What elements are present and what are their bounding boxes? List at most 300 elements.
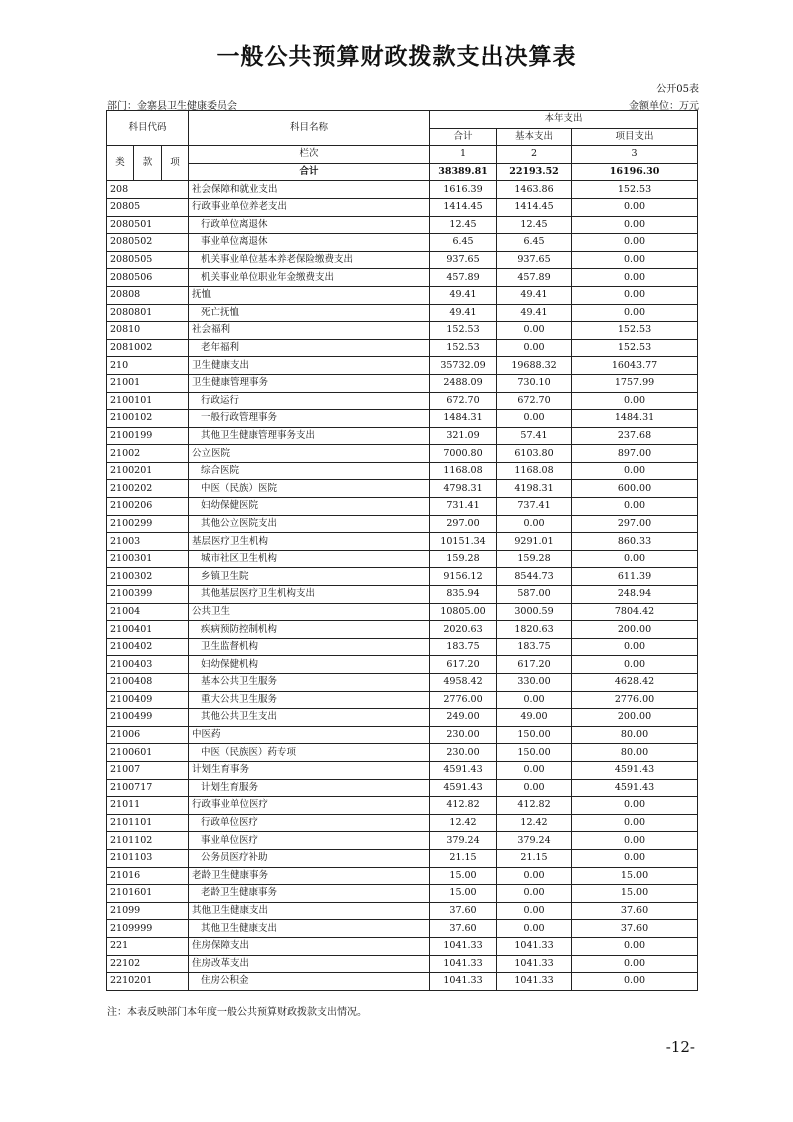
row-code: 21004 [107,603,189,621]
header-column-no: 栏次 [189,146,430,164]
row-basic: 6.45 [497,234,572,252]
row-name: 事业单位医疗 [189,832,430,850]
row-name: 一般行政管理事务 [189,410,430,428]
row-code: 2100408 [107,674,189,692]
row-name: 疾病预防控制机构 [189,621,430,639]
row-basic: 0.00 [497,885,572,903]
row-total: 49.41 [430,304,497,322]
row-name: 行政单位离退休 [189,216,430,234]
row-name: 行政单位医疗 [189,814,430,832]
row-basic: 617.20 [497,656,572,674]
row-basic: 1168.08 [497,462,572,480]
row-basic: 159.28 [497,550,572,568]
row-code: 221 [107,937,189,955]
row-total: 230.00 [430,744,497,762]
grand-total-basic: 22193.52 [497,163,572,181]
row-project: 0.00 [572,814,698,832]
row-basic: 1820.63 [497,621,572,639]
row-project: 200.00 [572,621,698,639]
row-total: 835.94 [430,586,497,604]
row-project: 80.00 [572,726,698,744]
row-project: 0.00 [572,973,698,991]
table-row [107,586,698,604]
row-basic: 937.65 [497,251,572,269]
row-code: 2100499 [107,709,189,727]
row-name: 重大公共卫生服务 [189,691,430,709]
row-name: 社会保障和就业支出 [189,181,430,199]
row-project: 16043.77 [572,357,698,375]
row-project: 0.00 [572,955,698,973]
row-code: 2100102 [107,410,189,428]
row-code: 22102 [107,955,189,973]
row-code: 2100409 [107,691,189,709]
row-basic: 1414.45 [497,198,572,216]
row-name: 乡镇卫生院 [189,568,430,586]
row-total: 379.24 [430,832,497,850]
header-kuan: 款 [134,146,162,181]
row-name: 卫生监督机构 [189,638,430,656]
row-name: 行政事业单位养老支出 [189,198,430,216]
row-total: 15.00 [430,867,497,885]
row-project: 860.33 [572,533,698,551]
row-name: 计划生育服务 [189,779,430,797]
row-basic: 412.82 [497,797,572,815]
row-total: 7000.80 [430,445,497,463]
table-row [107,286,698,304]
row-code: 2080502 [107,234,189,252]
row-project: 0.00 [572,198,698,216]
row-project: 152.53 [572,181,698,199]
row-total: 1414.45 [430,198,497,216]
header-total: 合计 [430,128,497,146]
row-basic: 457.89 [497,269,572,287]
row-name: 抚恤 [189,286,430,304]
header-code: 科目代码 [107,111,189,146]
page-title: 一般公共预算财政拨款支出决算表 [216,44,577,70]
row-code: 21016 [107,867,189,885]
row-basic: 0.00 [497,515,572,533]
row-code: 2080801 [107,304,189,322]
row-total: 297.00 [430,515,497,533]
row-name: 中医药 [189,726,430,744]
row-name: 综合医院 [189,462,430,480]
row-basic: 6103.80 [497,445,572,463]
header-col3: 3 [572,146,698,164]
row-basic: 0.00 [497,322,572,340]
table-row [107,955,698,973]
row-project: 200.00 [572,709,698,727]
grand-total-project: 16196.30 [572,163,698,181]
row-total: 249.00 [430,709,497,727]
table-row [107,797,698,815]
row-code: 2100199 [107,427,189,445]
table-row [107,480,698,498]
row-code: 2081002 [107,339,189,357]
row-name: 公务员医疗补助 [189,849,430,867]
row-total: 183.75 [430,638,497,656]
table-row [107,251,698,269]
row-total: 1041.33 [430,937,497,955]
row-name: 基层医疗卫生机构 [189,533,430,551]
row-project: 1757.99 [572,374,698,392]
row-project: 0.00 [572,216,698,234]
row-name: 机关事业单位基本养老保险缴费支出 [189,251,430,269]
row-project: 80.00 [572,744,698,762]
row-total: 1041.33 [430,973,497,991]
row-basic: 19688.32 [497,357,572,375]
row-total: 1168.08 [430,462,497,480]
row-project: 0.00 [572,462,698,480]
row-total: 2488.09 [430,374,497,392]
table-row [107,814,698,832]
row-basic: 3000.59 [497,603,572,621]
department-label: 部门：金寨县卫生健康委员会 [107,101,237,112]
row-basic: 0.00 [497,902,572,920]
row-project: 297.00 [572,515,698,533]
row-code: 2100201 [107,462,189,480]
row-basic: 9291.01 [497,533,572,551]
row-total: 49.41 [430,286,497,304]
row-total: 672.70 [430,392,497,410]
row-basic: 330.00 [497,674,572,692]
row-name: 卫生健康管理事务 [189,374,430,392]
row-code: 21099 [107,902,189,920]
row-project: 0.00 [572,849,698,867]
row-name: 其他卫生健康支出 [189,920,430,938]
table-row [107,550,698,568]
row-total: 457.89 [430,269,497,287]
row-total: 21.15 [430,849,497,867]
footnote: 注：本表反映部门本年度一般公共预算财政拨款支出情况。 [107,1007,367,1018]
row-total: 937.65 [430,251,497,269]
row-total: 1484.31 [430,410,497,428]
row-name: 基本公共卫生服务 [189,674,430,692]
table-row [107,867,698,885]
row-basic: 150.00 [497,726,572,744]
header-current-year: 本年支出 [430,111,698,129]
table-row [107,568,698,586]
table-row [107,445,698,463]
table-row [107,533,698,551]
row-project: 152.53 [572,322,698,340]
row-code: 2080505 [107,251,189,269]
header-row-1 [107,111,698,129]
row-name: 住房公积金 [189,973,430,991]
form-number: 公开05表 [656,84,699,95]
table-row [107,410,698,428]
row-code: 2100101 [107,392,189,410]
row-code: 20810 [107,322,189,340]
row-total: 4591.43 [430,761,497,779]
row-basic: 4198.31 [497,480,572,498]
row-code: 21007 [107,761,189,779]
table-row [107,885,698,903]
header-col2: 2 [497,146,572,164]
row-code: 2101101 [107,814,189,832]
row-name: 老龄卫生健康事务 [189,885,430,903]
row-name: 卫生健康支出 [189,357,430,375]
row-total: 10805.00 [430,603,497,621]
row-name: 中医（民族医）药专项 [189,744,430,762]
row-project: 600.00 [572,480,698,498]
row-total: 159.28 [430,550,497,568]
row-name: 公共卫生 [189,603,430,621]
page-number: -12- [665,1038,695,1056]
row-basic: 183.75 [497,638,572,656]
row-code: 2080501 [107,216,189,234]
row-code: 21003 [107,533,189,551]
row-code: 21002 [107,445,189,463]
grand-total-label: 合计 [189,163,430,181]
table-row [107,603,698,621]
row-name: 计划生育事务 [189,761,430,779]
row-total: 37.60 [430,902,497,920]
row-total: 4798.31 [430,480,497,498]
row-project: 0.00 [572,304,698,322]
header-name: 科目名称 [189,111,430,146]
row-project: 0.00 [572,638,698,656]
row-project: 2776.00 [572,691,698,709]
table-row [107,691,698,709]
row-code: 2100403 [107,656,189,674]
table-row [107,392,698,410]
header-row-3 [107,146,698,164]
row-code: 2100402 [107,638,189,656]
row-project: 7804.42 [572,603,698,621]
row-code: 20808 [107,286,189,304]
row-total: 2020.63 [430,621,497,639]
row-total: 12.45 [430,216,497,234]
row-name: 其他公共卫生支出 [189,709,430,727]
row-name: 死亡抚恤 [189,304,430,322]
table-row [107,515,698,533]
row-basic: 672.70 [497,392,572,410]
row-total: 12.42 [430,814,497,832]
row-total: 321.09 [430,427,497,445]
row-basic: 1041.33 [497,955,572,973]
header-basic: 基本支出 [497,128,572,146]
row-project: 0.00 [572,656,698,674]
row-code: 2080506 [107,269,189,287]
row-basic: 21.15 [497,849,572,867]
row-project: 0.00 [572,498,698,516]
row-name: 其他基层医疗卫生机构支出 [189,586,430,604]
table-row [107,937,698,955]
row-project: 0.00 [572,269,698,287]
row-basic: 379.24 [497,832,572,850]
row-code: 2101103 [107,849,189,867]
table-row [107,462,698,480]
row-total: 152.53 [430,339,497,357]
row-project: 4628.42 [572,674,698,692]
row-total: 9156.12 [430,568,497,586]
row-total: 1616.39 [430,181,497,199]
row-name: 行政运行 [189,392,430,410]
table-row [107,832,698,850]
row-project: 37.60 [572,920,698,938]
row-code: 2100401 [107,621,189,639]
row-code: 2100399 [107,586,189,604]
row-basic: 12.42 [497,814,572,832]
row-total: 1041.33 [430,955,497,973]
header-col1: 1 [430,146,497,164]
table-row [107,638,698,656]
row-name: 其他卫生健康管理事务支出 [189,427,430,445]
row-code: 210 [107,357,189,375]
row-total: 731.41 [430,498,497,516]
currency-unit-label: 金额单位：万元 [629,101,699,112]
row-code: 2101102 [107,832,189,850]
row-code: 2101601 [107,885,189,903]
table-row [107,357,698,375]
row-name: 妇幼保健机构 [189,656,430,674]
row-basic: 8544.73 [497,568,572,586]
header-lei: 类 [107,146,134,181]
row-project: 0.00 [572,392,698,410]
table-row [107,374,698,392]
row-basic: 49.41 [497,304,572,322]
row-name: 老年福利 [189,339,430,357]
table-row [107,339,698,357]
row-project: 15.00 [572,867,698,885]
row-project: 0.00 [572,286,698,304]
row-basic: 1463.86 [497,181,572,199]
row-project: 37.60 [572,902,698,920]
row-name: 城市社区卫生机构 [189,550,430,568]
row-code: 2100301 [107,550,189,568]
row-total: 35732.09 [430,357,497,375]
row-basic: 150.00 [497,744,572,762]
row-code: 2100206 [107,498,189,516]
table-row [107,198,698,216]
table-row [107,779,698,797]
row-total: 4958.42 [430,674,497,692]
table-row [107,498,698,516]
row-basic: 49.41 [497,286,572,304]
row-code: 2100202 [107,480,189,498]
table-row [107,973,698,991]
row-name: 中医（民族）医院 [189,480,430,498]
table-row [107,744,698,762]
row-project: 248.94 [572,586,698,604]
row-code: 21001 [107,374,189,392]
row-name: 住房改革支出 [189,955,430,973]
table-row [107,322,698,340]
row-name: 老龄卫生健康事务 [189,867,430,885]
row-total: 2776.00 [430,691,497,709]
table-row [107,674,698,692]
table-row [107,234,698,252]
row-basic: 49.00 [497,709,572,727]
row-name: 公立医院 [189,445,430,463]
row-total: 412.82 [430,797,497,815]
row-code: 20805 [107,198,189,216]
row-name: 事业单位离退休 [189,234,430,252]
table-row [107,269,698,287]
row-total: 152.53 [430,322,497,340]
row-code: 208 [107,181,189,199]
row-project: 897.00 [572,445,698,463]
row-project: 0.00 [572,937,698,955]
table-row [107,427,698,445]
row-basic: 12.45 [497,216,572,234]
table-row [107,761,698,779]
table-row [107,621,698,639]
row-code: 21006 [107,726,189,744]
row-code: 2100299 [107,515,189,533]
row-total: 230.00 [430,726,497,744]
row-basic: 1041.33 [497,973,572,991]
row-code: 2100717 [107,779,189,797]
row-project: 611.39 [572,568,698,586]
grand-total-row [107,163,698,181]
row-code: 21011 [107,797,189,815]
expenditure-table [106,110,698,991]
row-project: 237.68 [572,427,698,445]
table-row [107,656,698,674]
grand-total-total: 38389.81 [430,163,497,181]
row-project: 152.53 [572,339,698,357]
row-project: 0.00 [572,832,698,850]
row-project: 0.00 [572,797,698,815]
row-project: 0.00 [572,251,698,269]
table-row [107,726,698,744]
table-row [107,902,698,920]
row-total: 617.20 [430,656,497,674]
table-row [107,181,698,199]
table-row [107,304,698,322]
row-project: 15.00 [572,885,698,903]
row-code: 2109999 [107,920,189,938]
row-name: 行政事业单位医疗 [189,797,430,815]
row-name: 妇幼保健医院 [189,498,430,516]
row-basic: 1041.33 [497,937,572,955]
table-row [107,849,698,867]
row-project: 4591.43 [572,779,698,797]
row-code: 2210201 [107,973,189,991]
row-basic: 0.00 [497,691,572,709]
row-name: 住房保障支出 [189,937,430,955]
row-total: 4591.43 [430,779,497,797]
row-basic: 0.00 [497,339,572,357]
row-basic: 587.00 [497,586,572,604]
row-basic: 57.41 [497,427,572,445]
row-basic: 0.00 [497,761,572,779]
row-name: 机关事业单位职业年金缴费支出 [189,269,430,287]
table-row [107,920,698,938]
row-project: 0.00 [572,550,698,568]
row-basic: 0.00 [497,920,572,938]
row-total: 37.60 [430,920,497,938]
table-row [107,709,698,727]
table-row [107,216,698,234]
row-basic: 0.00 [497,779,572,797]
header-xiang: 项 [162,146,189,181]
row-project: 1484.31 [572,410,698,428]
header-project: 项目支出 [572,128,698,146]
row-basic: 0.00 [497,867,572,885]
row-total: 15.00 [430,885,497,903]
row-project: 0.00 [572,234,698,252]
row-name: 社会福利 [189,322,430,340]
row-total: 10151.34 [430,533,497,551]
row-basic: 730.10 [497,374,572,392]
row-name: 其他公立医院支出 [189,515,430,533]
row-total: 6.45 [430,234,497,252]
row-basic: 0.00 [497,410,572,428]
row-code: 2100302 [107,568,189,586]
row-basic: 737.41 [497,498,572,516]
